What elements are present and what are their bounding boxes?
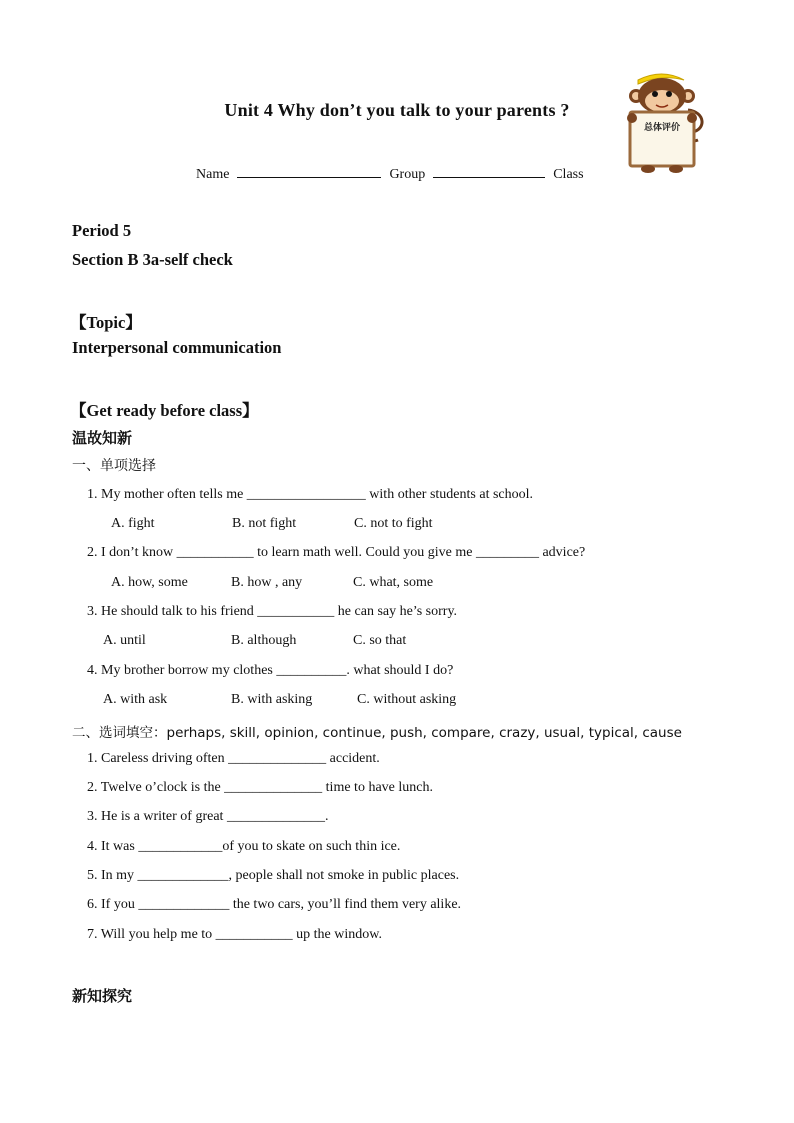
student-info-row	[196, 163, 584, 183]
part2-heading: 二、选词填空：perhaps, skill, opinion, continue, push, compare, crazy, usual, typical, cause	[72, 725, 682, 741]
q1-option-a: A. fight	[111, 516, 155, 531]
class-label: Class	[553, 167, 584, 182]
q3-option-a: A. until	[103, 633, 146, 648]
question-4: 4. My brother borrow my clothes __________. what should I do?	[87, 663, 454, 678]
fill-item-3: 3. He is a writer of great ______________.	[87, 809, 329, 824]
q3-option-b: B. although	[231, 633, 297, 648]
group-blank[interactable]	[433, 163, 545, 178]
part1-heading: 一、单项选择	[72, 458, 156, 474]
q2-option-c: C. what, some	[353, 575, 434, 590]
question-1: 1. My mother often tells me _________________ with other students at school.	[87, 487, 534, 502]
fill-item-1: 1. Careless driving often ______________ accident.	[87, 751, 380, 766]
topic-heading: 【Topic】	[70, 313, 142, 332]
q2-option-b: B. how , any	[231, 575, 303, 590]
period-heading: Period 5	[72, 221, 132, 240]
q1-option-c: C. not to fight	[354, 516, 433, 531]
question-3: 3. He should talk to his friend ___________ he can say he’s sorry.	[87, 604, 458, 619]
section-heading: Section B 3a-self check	[72, 250, 233, 269]
fill-item-5: 5. In my _____________, people shall not smoke in public places.	[87, 868, 460, 883]
fill-item-7: 7. Will you help me to ___________ up the window.	[87, 927, 382, 942]
fill-item-4: 4. It was ____________of you to skate on such thin ice.	[87, 839, 401, 854]
q3-option-c: C. so that	[353, 633, 407, 648]
fill-item-2: 2. Twelve o’clock is the ______________ time to have lunch.	[87, 780, 433, 795]
new-knowledge-heading: 新知探究	[72, 987, 133, 1005]
name-label: Name	[196, 167, 230, 182]
fill-item-6: 6. If you _____________ the two cars, you’ll find them very alike.	[87, 897, 462, 912]
review-heading: 温故知新	[72, 429, 133, 447]
question-2: 2. I don’t know ___________ to learn math well. Could you give me _________ advice?	[87, 545, 586, 560]
q4-option-c: C. without asking	[357, 692, 457, 707]
monkey-evaluation-badge-icon	[618, 70, 706, 174]
q1-option-b: B. not fight	[232, 516, 297, 531]
page-title: Unit 4 Why don’t you talk to your parents ?	[224, 100, 570, 120]
q2-option-a: A. how, some	[111, 575, 188, 590]
topic-text: Interpersonal communication	[72, 338, 282, 357]
q4-option-a: A. with ask	[103, 692, 168, 707]
name-blank[interactable]	[237, 163, 381, 178]
ready-heading: 【Get ready before class】	[70, 401, 259, 420]
group-label: Group	[389, 167, 426, 182]
badge-label: 总体评价	[643, 123, 681, 133]
q4-option-b: B. with asking	[231, 692, 313, 707]
